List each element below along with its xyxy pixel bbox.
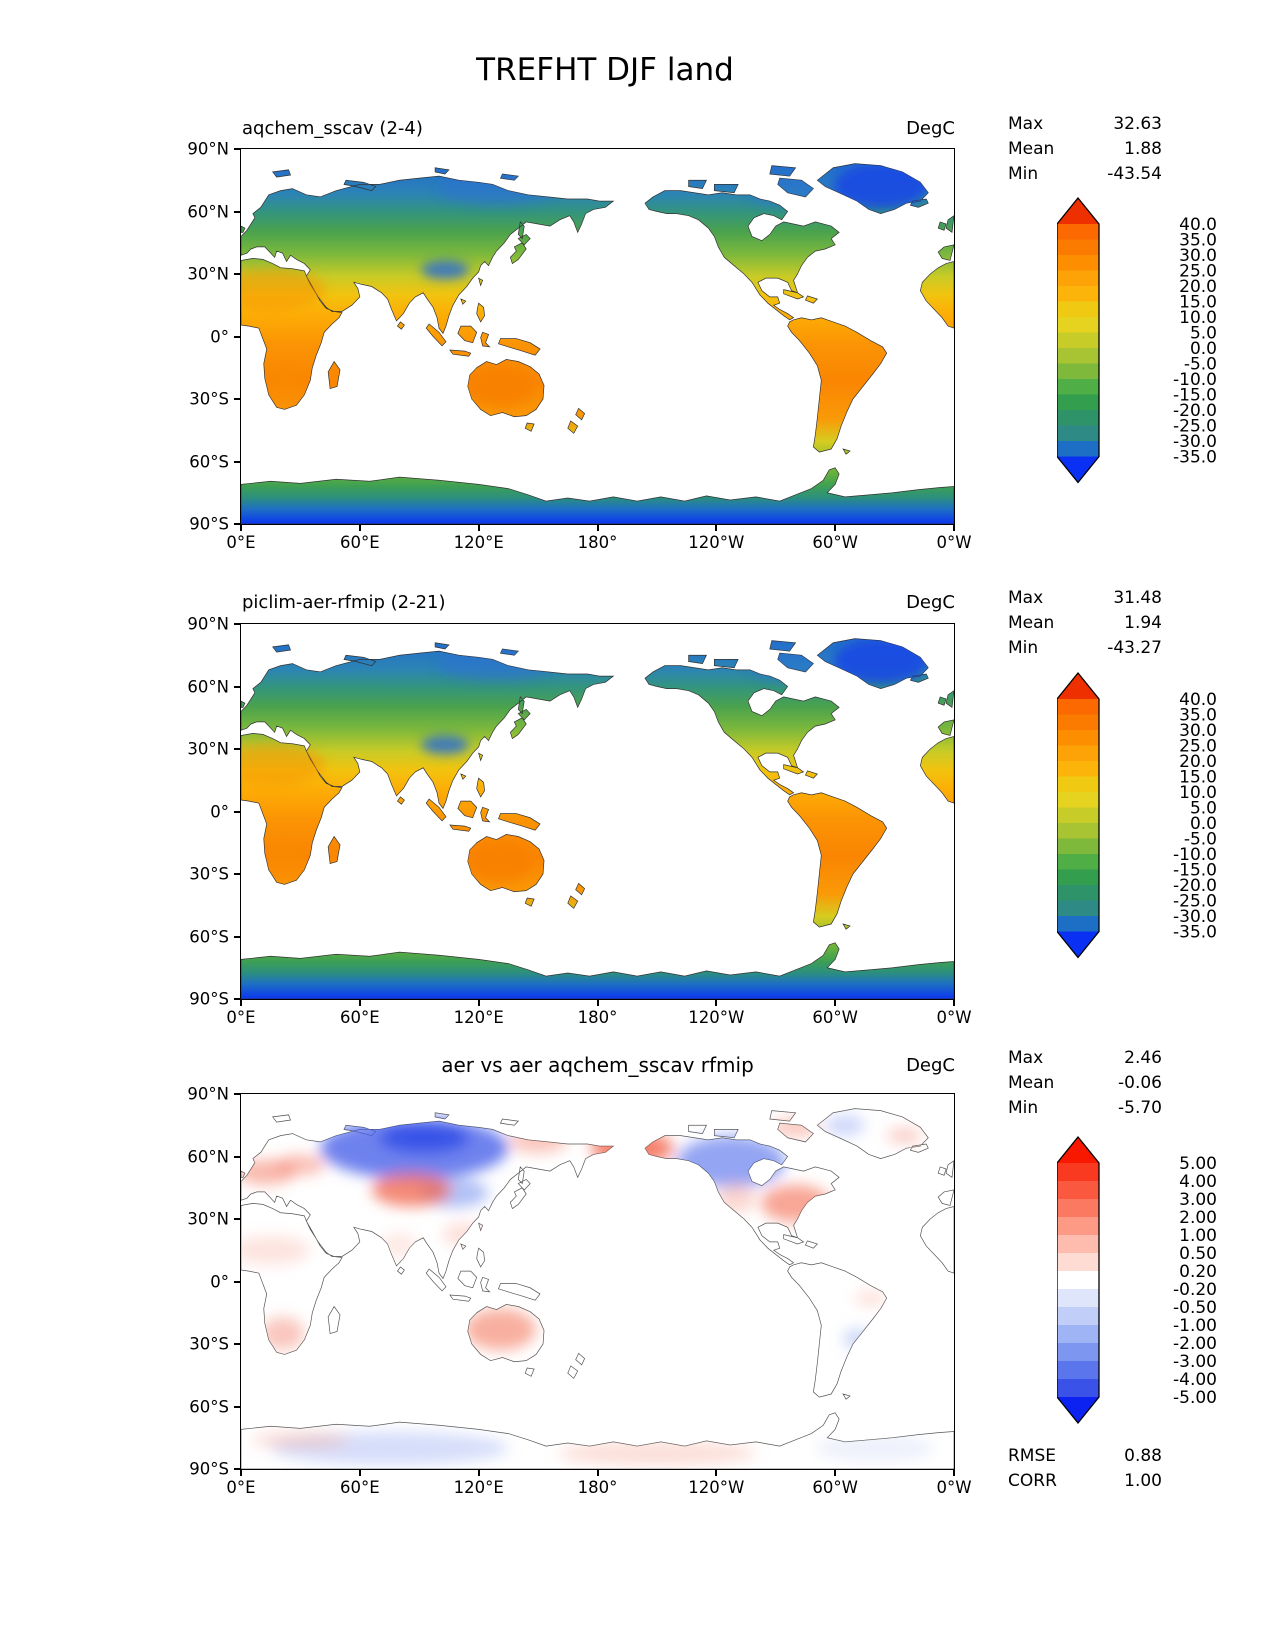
stat-row: Mean 1.94 [1008, 613, 1162, 633]
y-tick-label: 90°N [187, 614, 229, 634]
svg-text:-3.00: -3.00 [1173, 1352, 1217, 1372]
x-tick-label: 60°W [812, 1008, 858, 1027]
x-tickmark [715, 1469, 717, 1476]
metrics-block [1008, 1444, 1162, 1494]
x-tick-label: 0°E [226, 533, 256, 552]
x-tick-label: 120°E [453, 1478, 504, 1497]
y-tickmark [234, 148, 241, 150]
svg-text:20.0: 20.0 [1179, 752, 1217, 772]
svg-text:25.0: 25.0 [1179, 261, 1217, 282]
stats-block [1008, 112, 1162, 187]
x-tick-label: 0°E [226, 1478, 256, 1497]
figure-title: TREFHT DJF land [476, 52, 734, 88]
x-tick-label: 180° [577, 1008, 618, 1027]
svg-text:40.0: 40.0 [1179, 690, 1217, 710]
x-tick-label: 0°W [936, 533, 972, 552]
stat-row: Max 31.48 [1008, 588, 1162, 608]
map-axes [187, 614, 972, 1027]
x-tickmark [953, 999, 955, 1006]
x-tickmark [834, 524, 836, 531]
x-tickmark [953, 1469, 955, 1476]
x-tickmark [240, 524, 242, 531]
y-tickmark [234, 273, 241, 275]
y-tickmark [234, 748, 241, 750]
x-tick-label: 120°E [453, 533, 504, 552]
colorbar-svg [1057, 1135, 1227, 1425]
x-tickmark [597, 999, 599, 1006]
svg-text:-35.0: -35.0 [1173, 922, 1217, 943]
units-label: DegC [906, 1055, 955, 1076]
svg-text:35.0: 35.0 [1179, 705, 1217, 726]
metric-row: RMSE 0.88 [1008, 1446, 1162, 1466]
x-tick-label: 60°E [339, 1008, 380, 1027]
svg-text:30.0: 30.0 [1179, 721, 1217, 741]
panel-title: piclim-aer-rfmip (2-21) [242, 592, 446, 613]
svg-text:0.0: 0.0 [1189, 339, 1217, 359]
y-tick-label: 60°S [189, 452, 229, 471]
svg-text:35.0: 35.0 [1179, 230, 1217, 251]
stat-row: Min -43.27 [1008, 638, 1162, 658]
x-tick-label: 60°W [812, 533, 858, 552]
y-tick-label: 60°S [189, 1397, 229, 1416]
svg-text:5.0: 5.0 [1189, 798, 1217, 819]
x-tick-label: 0°W [936, 1008, 972, 1027]
svg-text:-25.0: -25.0 [1173, 891, 1217, 912]
colorbar-svg [1057, 196, 1227, 485]
svg-text:0.20: 0.20 [1179, 1262, 1217, 1282]
stat-row: Min -43.54 [1008, 164, 1162, 184]
svg-text:-5.0: -5.0 [1183, 354, 1217, 375]
x-tickmark [478, 1469, 480, 1476]
svg-text:4.00: 4.00 [1179, 1172, 1217, 1192]
y-tickmark [234, 211, 241, 213]
x-tickmark [953, 524, 955, 531]
y-tick-label: 60°N [187, 202, 229, 221]
world-map-difference [241, 1094, 954, 1469]
svg-text:-20.0: -20.0 [1173, 401, 1217, 421]
svg-text:0.50: 0.50 [1179, 1244, 1217, 1264]
stats-block [1008, 586, 1162, 661]
svg-text:-15.0: -15.0 [1173, 860, 1217, 881]
svg-text:5.0: 5.0 [1189, 323, 1217, 344]
colorbar [1057, 196, 1227, 485]
x-tick-label: 120°E [453, 1008, 504, 1027]
y-tick-label: 90°S [189, 989, 229, 1009]
stat-row: Max 32.63 [1008, 114, 1162, 134]
stat-row: Mean 1.88 [1008, 139, 1162, 159]
x-tick-label: 0°W [936, 1478, 972, 1497]
map-axes [187, 1084, 972, 1497]
units-label: DegC [906, 118, 955, 139]
stat-row: Max 2.46 [1008, 1048, 1162, 1068]
svg-text:-10.0: -10.0 [1173, 370, 1217, 390]
y-tick-label: 60°S [189, 927, 229, 946]
x-tickmark [834, 1469, 836, 1476]
y-tickmark [234, 936, 241, 938]
svg-text:-10.0: -10.0 [1173, 845, 1217, 865]
world-map [241, 624, 954, 999]
y-tick-label: 90°S [189, 514, 229, 534]
y-tick-label: 60°N [187, 677, 229, 696]
svg-text:10.0: 10.0 [1179, 308, 1217, 328]
x-tickmark [597, 524, 599, 531]
svg-text:10.0: 10.0 [1179, 783, 1217, 803]
y-tick-label: 0° [210, 1272, 229, 1291]
y-tickmark [234, 1093, 241, 1095]
svg-text:2.00: 2.00 [1179, 1208, 1217, 1228]
x-tickmark [359, 999, 361, 1006]
world-map [241, 149, 954, 524]
colorbar-svg [1057, 671, 1227, 960]
svg-text:-1.00: -1.00 [1173, 1316, 1217, 1336]
stats-block [1008, 1046, 1162, 1121]
y-tick-label: 90°S [189, 1459, 229, 1479]
svg-text:-2.00: -2.00 [1173, 1334, 1217, 1354]
y-tick-label: 0° [210, 327, 229, 346]
svg-text:-35.0: -35.0 [1173, 447, 1217, 468]
y-tickmark [234, 873, 241, 875]
y-tickmark [234, 1218, 241, 1220]
svg-text:-25.0: -25.0 [1173, 416, 1217, 437]
x-tickmark [478, 524, 480, 531]
svg-text:15.0: 15.0 [1179, 767, 1217, 788]
y-tickmark [234, 623, 241, 625]
x-tickmark [834, 999, 836, 1006]
y-tick-label: 60°N [187, 1147, 229, 1166]
svg-text:3.00: 3.00 [1179, 1190, 1217, 1210]
x-tickmark [359, 524, 361, 531]
svg-text:5.00: 5.00 [1179, 1154, 1217, 1174]
x-tickmark [715, 524, 717, 531]
y-tick-label: 30°N [187, 739, 229, 759]
x-tick-label: 60°E [339, 533, 380, 552]
x-tick-label: 60°E [339, 1478, 380, 1497]
x-tick-label: 180° [577, 533, 618, 552]
x-tickmark [715, 999, 717, 1006]
svg-text:25.0: 25.0 [1179, 736, 1217, 757]
svg-text:0.0: 0.0 [1189, 814, 1217, 834]
y-tickmark [234, 1343, 241, 1345]
y-tick-label: 30°N [187, 264, 229, 284]
x-tickmark [359, 1469, 361, 1476]
x-tick-label: 120°W [688, 1008, 745, 1027]
y-tick-label: 30°S [189, 389, 229, 409]
svg-text:-4.00: -4.00 [1173, 1370, 1217, 1390]
y-tickmark [234, 1281, 241, 1283]
stat-row: Min -5.70 [1008, 1098, 1162, 1118]
svg-text:-30.0: -30.0 [1173, 432, 1217, 452]
svg-text:30.0: 30.0 [1179, 246, 1217, 266]
svg-text:-5.0: -5.0 [1183, 829, 1217, 850]
x-tick-label: 120°W [688, 533, 745, 552]
svg-text:20.0: 20.0 [1179, 277, 1217, 297]
svg-text:-30.0: -30.0 [1173, 907, 1217, 927]
x-tickmark [478, 999, 480, 1006]
x-tickmark [240, 1469, 242, 1476]
y-tick-label: 90°N [187, 139, 229, 159]
x-tick-label: 120°W [688, 1478, 745, 1497]
x-tick-label: 180° [577, 1478, 618, 1497]
y-tickmark [234, 811, 241, 813]
y-tick-label: 30°N [187, 1209, 229, 1229]
svg-text:-20.0: -20.0 [1173, 876, 1217, 896]
svg-text:-0.20: -0.20 [1173, 1280, 1217, 1300]
map-axes [187, 139, 972, 552]
colorbar [1057, 1135, 1227, 1425]
stat-row: Mean -0.06 [1008, 1073, 1162, 1093]
panel-title: aer vs aer aqchem_sscav rfmip [441, 1053, 754, 1077]
units-label: DegC [906, 592, 955, 613]
svg-text:1.00: 1.00 [1179, 1226, 1217, 1246]
metric-row: CORR 1.00 [1008, 1471, 1162, 1491]
y-tick-label: 30°S [189, 1334, 229, 1354]
x-tick-label: 0°E [226, 1008, 256, 1027]
y-tick-label: 90°N [187, 1084, 229, 1104]
y-tick-label: 0° [210, 802, 229, 821]
y-tick-label: 30°S [189, 864, 229, 884]
colorbar [1057, 671, 1227, 960]
panel-title: aqchem_sscav (2-4) [242, 118, 423, 139]
svg-text:-15.0: -15.0 [1173, 385, 1217, 406]
y-tickmark [234, 398, 241, 400]
x-tick-label: 60°W [812, 1478, 858, 1497]
x-tickmark [597, 1469, 599, 1476]
svg-text:40.0: 40.0 [1179, 215, 1217, 235]
svg-text:-0.50: -0.50 [1173, 1298, 1217, 1318]
y-tickmark [234, 336, 241, 338]
y-tickmark [234, 686, 241, 688]
svg-text:15.0: 15.0 [1179, 292, 1217, 313]
x-tickmark [240, 999, 242, 1006]
y-tickmark [234, 1406, 241, 1408]
y-tickmark [234, 1156, 241, 1158]
svg-text:-5.00: -5.00 [1173, 1388, 1217, 1408]
y-tickmark [234, 461, 241, 463]
